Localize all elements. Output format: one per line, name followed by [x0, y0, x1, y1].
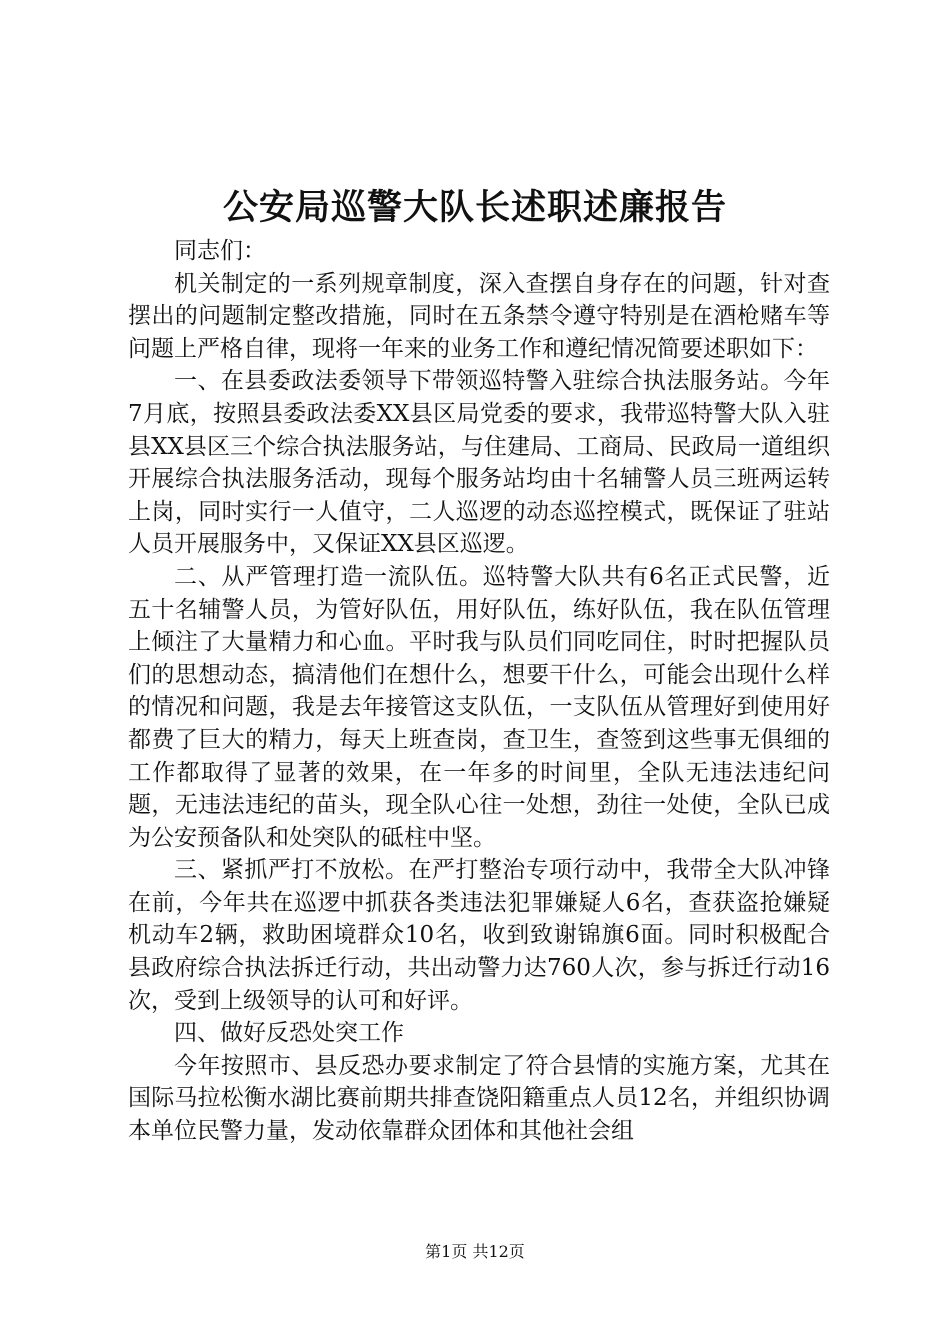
page-number-footer: 第1页 共12页	[425, 1242, 525, 1261]
paragraph-section-4-body: 今年按照市、县反恐办要求制定了符合县情的实施方案，尤其在国际马拉松衡水湖比赛前期共排查饶阳籍重点人员12名，并组织协调本单位民警力量，发动依靠群众团体和其他社会组	[128, 1052, 830, 1145]
paragraph-section-4-heading: 四、做好反恐处突工作	[174, 1020, 404, 1047]
paragraph-section-1: 一、在县委政法委领导下带领巡特警入驻综合执法服务站。今年7月底，按照县委政法委XX县区局党委的要求，我带巡特警大队入驻县XX县区三个综合执法服务站，与住建局、工商局、民政局一道组织开展综合执法服务活动，现每个服务站均由十名辅警人员三班两运转上岗，同时实行一人值守，二人巡逻的动态巡控模式，既保证了驻站人员开展服务中，又保证XX县区巡逻。	[128, 368, 830, 558]
paragraph-section-2: 二、从严管理打造一流队伍。巡特警大队共有6名正式民警，近五十名辅警人员，为管好队伍，用好队伍，练好队伍，我在队伍管理上倾注了大量精力和心血。平时我与队员们同吃同住，时时把握队员们的思想动态，搞清他们在想什么，想要干什么，可能会出现什么样的情况和问题，我是去年接管这支队伍，一支队伍从管理好到使用好都费了巨大的精力，每天上班查岗，查卫生，查签到这些事无俱细的工作都取得了显著的效果，在一年多的时间里，全队无违法违纪问题，无违法违纪的苗头，现全队心往一处想，劲往一处使，全队已成为公安预备队和处突队的砥柱中坚。	[128, 563, 830, 851]
document-title: 公安局巡警大队长述职述廉报告	[222, 187, 727, 228]
document-body	[128, 235, 830, 1148]
paragraph-salutation: 同志们：	[174, 238, 266, 264]
paragraph-intro: 机关制定的一系列规章制度，深入查摆自身存在的问题，针对查摆出的问题制定整改措施，同时在五条禁令遵守特别是在酒枪赌车等问题上严格自律，现将一年来的业务工作和遵纪情况简要述职如下：	[128, 270, 830, 362]
paragraph-section-3: 三、紧抓严打不放松。在严打整治专项行动中，我带全大队冲锋在前，今年共在巡逻中抓获各类违法犯罪嫌疑人6名，查获盗抢嫌疑机动车2辆，救助困境群众10名，收到致谢锦旗6面。同时积极配合县政府综合执法拆迁行动，共出动警力达760人次，参与拆迁行动16次，受到上级领导的认可和好评。	[128, 857, 830, 1014]
